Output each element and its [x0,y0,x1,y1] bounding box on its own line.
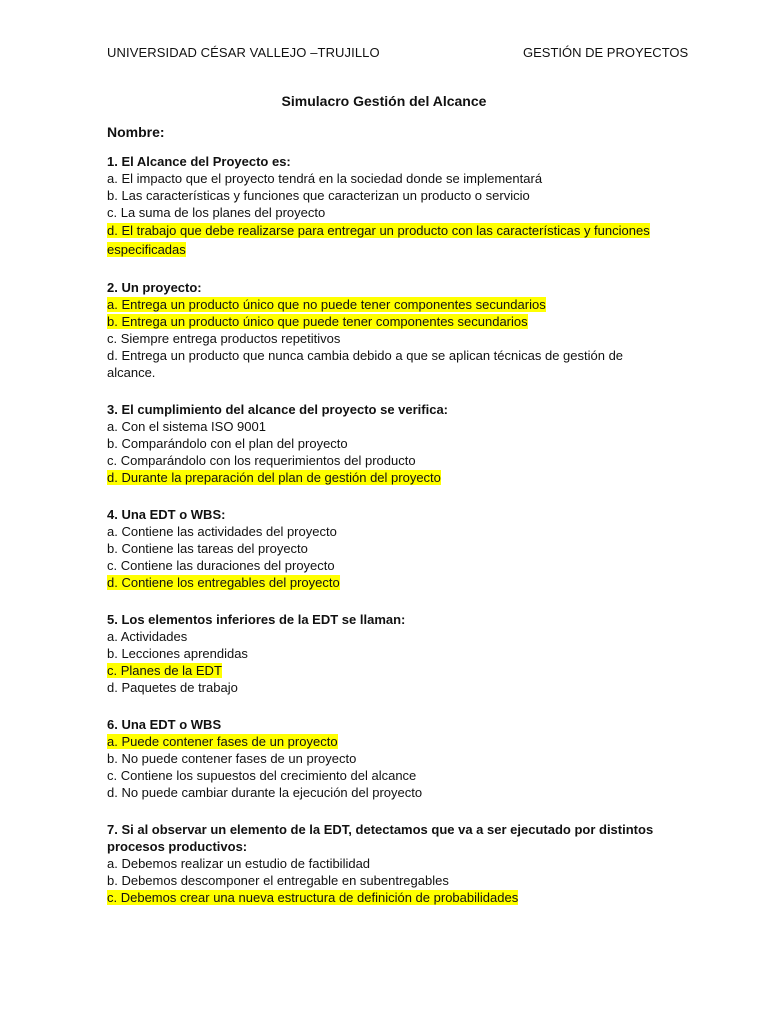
option-b: b. Debemos descomponer el entregable en subentregables [107,873,449,888]
highlighted-answer: d. El trabajo que debe realizarse para entregar un producto con las características y funciones especificadas [107,223,650,257]
option-c: c. Comparándolo con los requerimientos del producto [107,453,416,468]
question-text: 5. Los elementos inferiores de la EDT se llaman: [107,612,406,627]
question-4 [107,506,667,591]
option-a: a. Con el sistema ISO 9001 [107,419,266,434]
option-a: a. Contiene las actividades del proyecto [107,524,337,539]
name-label: Nombre: [107,124,165,140]
question-text: 6. Una EDT o WBS [107,717,222,732]
question-text: 2. Un proyecto: [107,280,202,295]
option-b: b. Contiene las tareas del proyecto [107,541,308,556]
header-university: UNIVERSIDAD CÉSAR VALLEJO –TRUJILLO [107,45,380,60]
option-d: d. Entrega un producto que nunca cambia debido a que se aplican técnicas de gestión de alcance. [107,348,624,380]
option-d: d. Paquetes de trabajo [107,680,238,695]
question-text: 7. Si al observar un elemento de la EDT, detectamos que va a ser ejecutado por distintos procesos productivos: [107,822,654,854]
highlighted-answer: b. Entrega un producto único que puede tener componentes secundarios [107,314,528,329]
option-b: b. Las características y funciones que caracterizan un producto o servicio [107,188,530,203]
highlighted-answer: d. Contiene los entregables del proyecto [107,575,340,590]
option-c: c. Siempre entrega productos repetitivos [107,331,341,346]
highlighted-answer: c. Planes de la EDT [107,663,222,678]
option-d [107,469,667,486]
option-b: b. No puede contener fases de un proyecto [107,751,357,766]
question-1 [107,153,667,259]
option-a: a. Actividades [107,629,188,644]
question-2 [107,279,667,381]
question-text: 3. El cumplimiento del alcance del proyecto se verifica: [107,402,449,417]
option-c [107,889,667,906]
document-title: Simulacro Gestión del Alcance [281,93,487,109]
option-c: c. Contiene las duraciones del proyecto [107,558,335,573]
highlighted-answer: a. Entrega un producto único que no puede tener componentes secundarios [107,297,546,312]
option-d [107,221,667,259]
header-course: GESTIÓN DE PROYECTOS [523,45,689,60]
option-b: b. Lecciones aprendidas [107,646,248,661]
question-7 [107,821,667,906]
highlighted-answer: a. Puede contener fases de un proyecto [107,734,338,749]
question-text: 1. El Alcance del Proyecto es: [107,154,291,169]
option-a [107,296,667,313]
option-c [107,662,667,679]
option-d [107,574,667,591]
question-6 [107,716,667,801]
question-5 [107,611,667,696]
option-a: a. El impacto que el proyecto tendrá en la sociedad donde se implementará [107,171,543,186]
option-b: b. Comparándolo con el plan del proyecto [107,436,348,451]
highlighted-answer: c. Debemos crear una nueva estructura de definición de probabilidades [107,890,519,905]
option-d: d. No puede cambiar durante la ejecución del proyecto [107,785,423,800]
question-list [107,153,667,924]
question-3 [107,401,667,486]
option-b [107,313,667,330]
option-a [107,733,667,750]
option-c: c. Contiene los supuestos del crecimiento del alcance [107,768,417,783]
question-text: 4. Una EDT o WBS: [107,507,226,522]
option-a: a. Debemos realizar un estudio de factibilidad [107,856,371,871]
option-c: c. La suma de los planes del proyecto [107,205,326,220]
highlighted-answer: d. Durante la preparación del plan de gestión del proyecto [107,470,441,485]
